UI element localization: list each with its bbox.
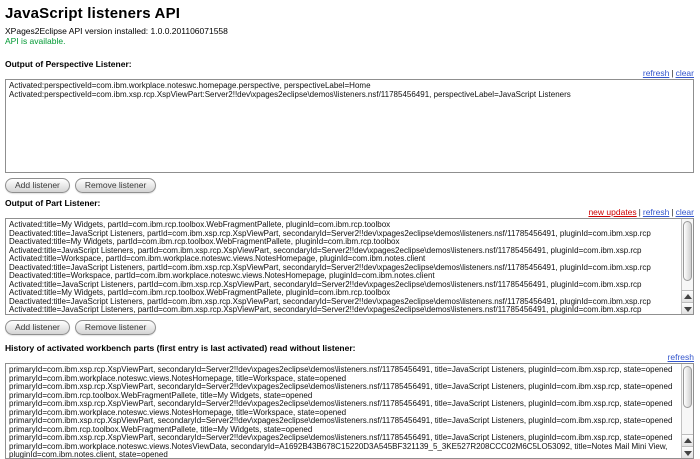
- part-refresh-link[interactable]: refresh: [642, 207, 670, 217]
- perspective-remove-listener-button[interactable]: Remove listener: [75, 178, 156, 193]
- log-line: pluginId=com.ibm.notes.client, state=opened: [9, 451, 168, 459]
- log-line: primaryId=com.ibm.xsp.rcp.XspViewPart, secondaryId=Server2!!dev\xpages2eclipse\demos\listeners.nsf/11785456491, title=JavaScript Listeners, pluginId=com.ibm.xsp.rcp, state=opened: [9, 417, 673, 425]
- arrow-up-icon: [684, 294, 692, 299]
- log-line: Activated:title=JavaScript Listeners, partId=com.ibm.xsp.rcp.XspViewPart, secondaryId=Server2!!dev\xpages2eclipse\demos\listeners.nsf/11785456491, pluginId=com.ibm.xsp.rcp: [9, 280, 642, 289]
- history-refresh-link[interactable]: refresh: [667, 352, 694, 362]
- scroll-up-button[interactable]: [682, 434, 693, 446]
- log-line: Deactivated:title=JavaScript Listeners, partId=com.ibm.xsp.rcp.XspViewPart, secondaryId=Server2!!dev\xpages2eclipse\demos\listeners.nsf/11785456491, pluginId=com.ibm.xsp.rcp: [9, 263, 651, 272]
- scrollbar-thumb[interactable]: [683, 366, 692, 408]
- part-log-output[interactable]: [5, 218, 694, 315]
- perspective-links-row: [5, 69, 694, 78]
- log-line: Activated:title=JavaScript Listeners, partId=com.ibm.xsp.rcp.XspViewPart, secondaryId=Server2!!dev\xpages2eclipse\demos\listeners.nsf/11785456491, pluginId=com.ibm.xsp.rcp: [9, 246, 642, 255]
- history-log-scrollbar[interactable]: [681, 364, 693, 458]
- history-section-heading: History of activated workbench parts (first entry is last activated) read without listener:: [5, 343, 356, 353]
- scrollbar-thumb[interactable]: [683, 221, 692, 281]
- log-line: primaryId=com.ibm.xsp.rcp.XspViewPart, secondaryId=Server2!!dev\xpages2eclipse\demos\listeners.nsf/11785456491, title=JavaScript Listeners, pluginId=com.ibm.xsp.rcp, state=opened: [9, 366, 673, 374]
- arrow-down-icon: [684, 451, 692, 456]
- log-line: primaryId=com.ibm.xsp.rcp.XspViewPart, secondaryId=Server2!!dev\xpages2eclipse\demos\listeners.nsf/11785456491, title=JavaScript Listeners, pluginId=com.ibm.xsp.rcp, state=opened: [9, 383, 673, 391]
- part-new-updates-link[interactable]: new updates: [588, 207, 637, 217]
- perspective-section-heading: Output of Perspective Listener:: [5, 59, 132, 69]
- log-line: Activated:title=My Widgets, partId=com.ibm.rcp.toolbox.WebFragmentPallete, pluginId=com.ibm.rcp.toolbox: [9, 289, 391, 297]
- scroll-up-button[interactable]: [682, 290, 693, 302]
- log-line: Deactivated:title=JavaScript Listeners, partId=com.ibm.xsp.rcp.XspViewPart, secondaryId=Server2!!dev\xpages2eclipse\demos\listeners.nsf/11785456491, pluginId=com.ibm.xsp.rcp: [9, 229, 651, 238]
- perspective-clear-link[interactable]: clear: [675, 68, 694, 78]
- part-links-row: [5, 208, 694, 217]
- log-line: primaryId=com.ibm.rcp.toolbox.WebFragmentPallete, title=My Widgets, state=opened: [9, 425, 313, 434]
- log-line: Activated:title=My Widgets, partId=com.ibm.rcp.toolbox.WebFragmentPallete, pluginId=com.ibm.rcp.toolbox: [9, 221, 391, 229]
- part-buttons-row: [5, 317, 694, 333]
- history-links-row: [5, 353, 694, 362]
- link-separator: |: [671, 207, 674, 217]
- log-line: primaryId=com.ibm.rcp.toolbox.WebFragmentPallete, title=My Widgets, state=opened: [9, 391, 313, 400]
- link-separator: |: [671, 68, 674, 78]
- link-separator: |: [638, 207, 641, 217]
- api-status-message: API is available.: [5, 36, 66, 46]
- log-line: Activated:perspectiveId=com.ibm.xsp.rcp.XspViewPart:Server2!!dev\xpages2eclipse\demos\listeners.nsf/11785456491, perspectiveLabel=JavaScript Listeners: [9, 90, 571, 99]
- log-line: Activated:title=Workspace, partId=com.ibm.workplace.noteswc.views.NotesHomepage, pluginId=com.ibm.notes.client: [9, 255, 426, 263]
- history-log-lines: [9, 366, 678, 459]
- part-add-listener-button[interactable]: Add listener: [5, 320, 70, 335]
- log-line: Deactivated:title=Workspace, partId=com.ibm.workplace.noteswc.views.NotesHomepage, pluginId=com.ibm.notes.client: [9, 272, 435, 280]
- part-log-lines: [9, 221, 678, 315]
- arrow-up-icon: [684, 438, 692, 443]
- log-line: primaryId=com.ibm.workplace.noteswc.views.NotesHomepage, title=Workspace, state=opened: [9, 374, 347, 383]
- scrollbar-arrows: [682, 290, 693, 314]
- perspective-log-output[interactable]: [5, 79, 694, 173]
- perspective-add-listener-button[interactable]: Add listener: [5, 178, 70, 193]
- api-version-line: XPages2Eclipse API version installed: 1.0.0.201106071558: [5, 26, 228, 36]
- perspective-buttons-row: [5, 175, 694, 191]
- part-remove-listener-button[interactable]: Remove listener: [75, 320, 156, 335]
- page-title: JavaScript listeners API: [5, 5, 181, 22]
- log-line: primaryId=com.ibm.xsp.rcp.XspViewPart, secondaryId=Server2!!dev\xpages2eclipse\demos\listeners.nsf/11785456491, title=JavaScript Listeners, pluginId=com.ibm.xsp.rcp, state=opened: [9, 400, 673, 408]
- part-section-heading: Output of Part Listener:: [5, 198, 101, 208]
- log-line: primaryId=com.ibm.workplace.noteswc.views.NotesViewData, secondaryId=A1692B43B678C15220D3A545BF321139_5_3KE527R208CCC02M6C5LO53092, title=Notes Mail Mini View,: [9, 442, 668, 451]
- log-line: primaryId=com.ibm.workplace.noteswc.views.NotesHomepage, title=Workspace, state=opened: [9, 408, 347, 417]
- log-line: Deactivated:title=My Widgets, partId=com.ibm.rcp.toolbox.WebFragmentPallete, pluginId=com.ibm.rcp.toolbox: [9, 238, 400, 246]
- scroll-down-button[interactable]: [682, 446, 693, 458]
- log-line: Deactivated:title=JavaScript Listeners, partId=com.ibm.xsp.rcp.XspViewPart, secondaryId=Server2!!dev\xpages2eclipse\demos\listeners.nsf/11785456491, pluginId=com.ibm.xsp.rcp: [9, 297, 651, 306]
- log-line: primaryId=com.ibm.xsp.rcp.XspViewPart, secondaryId=Server2!!dev\xpages2eclipse\demos\listeners.nsf/11785456491, title=JavaScript Listeners, pluginId=com.ibm.xsp.rcp, state=opened: [9, 434, 673, 442]
- history-log-output[interactable]: [5, 363, 694, 459]
- log-line: Activated:title=JavaScript Listeners, partId=com.ibm.xsp.rcp.XspViewPart, secondaryId=Server2!!dev\xpages2eclipse\demos\listeners.nsf/11785456491, pluginId=com.ibm.xsp.rcp: [9, 306, 642, 314]
- part-clear-link[interactable]: clear: [675, 207, 694, 217]
- scroll-down-button[interactable]: [682, 302, 693, 314]
- arrow-down-icon: [684, 307, 692, 312]
- perspective-log-lines: [9, 82, 690, 99]
- log-line: Activated:perspectiveId=com.ibm.workplace.noteswc.homepage.perspective, perspectiveLabel=Home: [9, 82, 371, 90]
- scrollbar-arrows: [682, 434, 693, 458]
- perspective-refresh-link[interactable]: refresh: [642, 68, 670, 78]
- part-log-scrollbar[interactable]: [681, 219, 693, 314]
